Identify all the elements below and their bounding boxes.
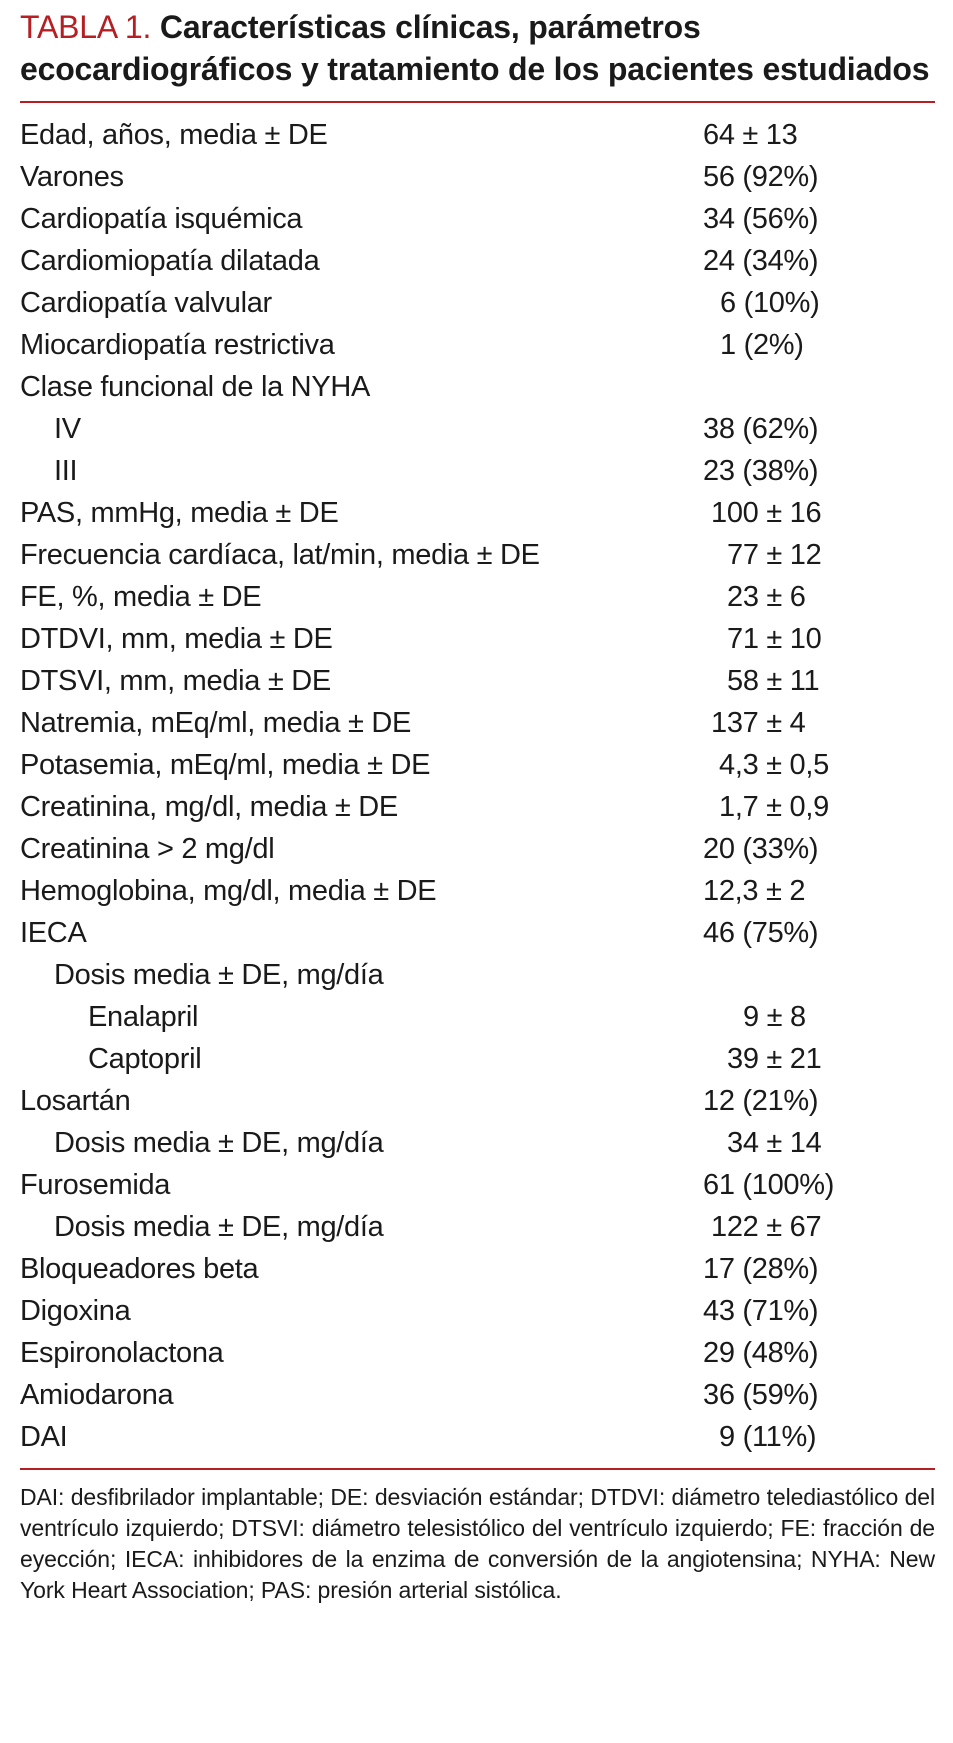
row-label: Captopril [88,1043,202,1075]
row-label: III [54,455,78,487]
table-row [20,618,935,660]
table-row [20,450,935,492]
row-value: 77 ± 12 [727,539,822,571]
table-row [20,576,935,618]
row-value: 39 ± 21 [727,1043,822,1075]
table-row [20,744,935,786]
row-label: Natremia, mEq/ml, media ± DE [20,707,412,739]
table-row [20,240,935,282]
row-value: 1 (2%) [720,329,804,361]
row-value: 71 ± 10 [727,623,822,655]
row-value: 56 (92%) [703,161,819,193]
row-value: 29 (48%) [703,1337,819,1369]
table-row [20,1290,935,1332]
row-value: 64 ± 13 [703,119,798,151]
row-label: Miocardiopatía restrictiva [20,329,335,361]
row-label: DTDVI, mm, media ± DE [20,623,333,655]
table-row [20,1122,935,1164]
row-value: 38 (62%) [703,413,819,445]
row-label: FE, %, media ± DE [20,581,262,613]
row-label: Dosis media ± DE, mg/día [54,1127,384,1159]
row-label: Cardiopatía isquémica [20,203,303,235]
table-number: TABLA 1. [20,9,152,45]
row-value: 58 ± 11 [727,665,820,697]
table-row-group-heading [20,954,935,996]
table-row [20,870,935,912]
table-row [20,282,935,324]
row-value: 34 (56%) [703,203,819,235]
table-document [20,0,935,1606]
row-label: Varones [20,161,124,193]
table-row [20,786,935,828]
row-label: Dosis media ± DE, mg/día [54,959,384,991]
row-value: 6 (10%) [720,287,820,319]
table-row [20,1164,935,1206]
table-title [20,0,935,90]
table-row [20,324,935,366]
row-label: Digoxina [20,1295,131,1327]
row-label: Hemoglobina, mg/dl, media ± DE [20,875,437,907]
row-value: 17 (28%) [703,1253,819,1285]
row-label: Potasemia, mEq/ml, media ± DE [20,749,431,781]
table-row [20,702,935,744]
row-label: Cardiopatía valvular [20,287,272,319]
table-row [20,912,935,954]
row-value: 1,7 ± 0,9 [719,791,829,823]
row-value: 137 ± 4 [711,707,806,739]
row-label: Frecuencia cardíaca, lat/min, media ± DE [20,539,540,571]
row-value: 9 ± 8 [743,1001,806,1033]
row-label: Losartán [20,1085,131,1117]
row-label: DTSVI, mm, media ± DE [20,665,331,697]
row-label: IECA [20,917,87,949]
table-row [20,1374,935,1416]
row-value: 46 (75%) [703,917,819,949]
table-row [20,408,935,450]
table-row [20,1332,935,1374]
table-row [20,1248,935,1290]
row-label: Clase funcional de la NYHA [20,371,371,403]
table-row [20,114,935,156]
row-value: 61 (100%) [703,1169,835,1201]
data-table [20,114,935,1458]
row-value: 20 (33%) [703,833,819,865]
row-label: Edad, años, media ± DE [20,119,328,151]
row-label: Dosis media ± DE, mg/día [54,1211,384,1243]
row-value: 9 (11%) [719,1421,817,1453]
row-value: 36 (59%) [703,1379,819,1411]
row-value: 23 ± 6 [727,581,806,613]
table-row-group-heading [20,366,935,408]
row-label: Furosemida [20,1169,171,1201]
table-row [20,492,935,534]
table-row [20,660,935,702]
table-row [20,996,935,1038]
row-label: DAI [20,1421,68,1453]
table-row [20,1416,935,1458]
row-label: IV [54,413,81,445]
row-label: Espironolactona [20,1337,224,1369]
row-value: 12 (21%) [703,1085,819,1117]
table-caption: Características clínicas, parámetros ecocardiográficos y tratamiento de los pacientes estudiados [20,9,930,87]
row-value: 34 ± 14 [727,1127,822,1159]
row-label: Enalapril [88,1001,199,1033]
table-row [20,198,935,240]
top-divider [20,101,935,103]
table-row [20,1080,935,1122]
row-value: 43 (71%) [703,1295,819,1327]
table-footnote: DAI: desfibrilador implantable; DE: desviación estándar; DTDVI: diámetro telediastólico del ventrículo izquierdo; DTSVI: diámetro telesistólico del ventrículo izquierdo; FE: fracción de eyección; IECA: inhibidores de la enzima de conversión de la angiotensina; NYHA: New York Heart Association; PAS: presión arterial sistólica. [20,1484,935,1603]
row-label: Cardiomiopatía dilatada [20,245,320,277]
row-label: Bloqueadores beta [20,1253,259,1285]
table-row [20,828,935,870]
row-label: Creatinina > 2 mg/dl [20,833,275,865]
table-row [20,1038,935,1080]
row-value: 12,3 ± 2 [703,875,806,907]
table-row [20,534,935,576]
row-value: 4,3 ± 0,5 [719,749,829,781]
table-row [20,1206,935,1248]
row-label: Creatinina, mg/dl, media ± DE [20,791,398,823]
row-label: Amiodarona [20,1379,174,1411]
table-row [20,156,935,198]
row-label: PAS, mmHg, media ± DE [20,497,339,529]
row-value: 122 ± 67 [711,1211,822,1243]
row-value: 100 ± 16 [711,497,822,529]
row-value: 24 (34%) [703,245,819,277]
row-value: 23 (38%) [703,455,819,487]
